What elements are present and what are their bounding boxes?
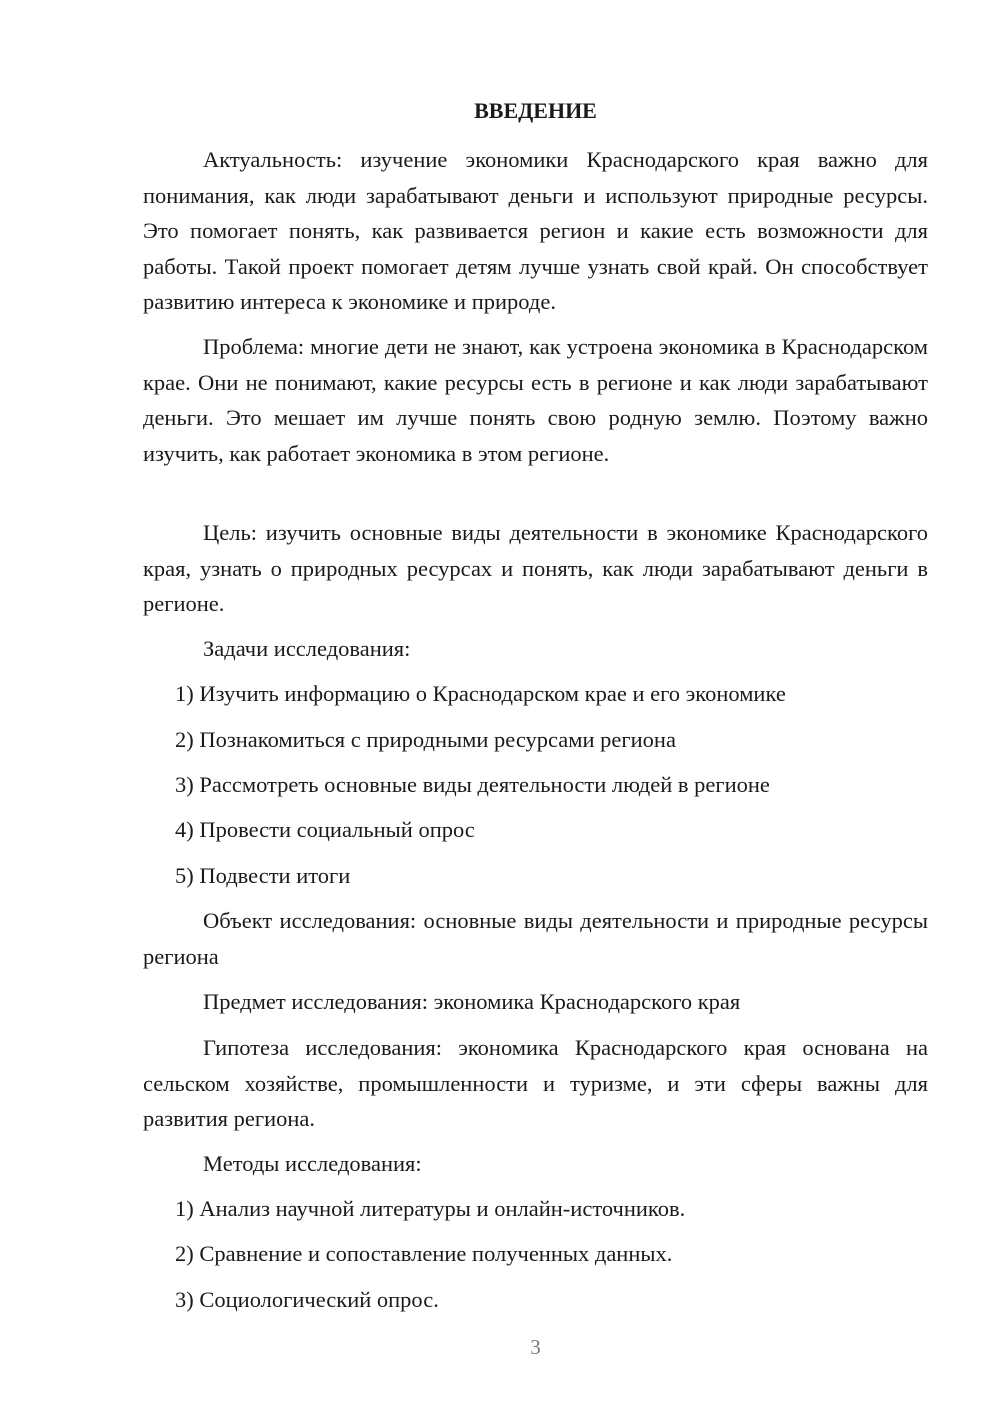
method-item: 3) Социологический опрос. (175, 1287, 439, 1312)
page-number: 3 (530, 1335, 541, 1359)
task-item: 1) Изучить информацию о Краснодарском крае и его экономике (175, 681, 786, 706)
task-item: 5) Подвести итоги (175, 863, 351, 888)
methods-heading: Методы исследования: (203, 1151, 422, 1176)
object-paragraph: Объект исследования: основные виды деятельности и природные ресурсы региона (143, 908, 928, 969)
subject-paragraph: Предмет исследования: экономика Краснодарского края (203, 989, 741, 1014)
tasks-heading: Задачи исследования: (203, 636, 411, 661)
method-item: 1) Анализ научной литературы и онлайн-источников. (175, 1196, 686, 1221)
hypothesis-paragraph: Гипотеза исследования: экономика Краснодарского края основана на сельском хозяйстве, промышленности и туризме, и эти сферы важны для развития региона. (143, 1035, 928, 1131)
section-title: ВВЕДЕНИЕ (474, 98, 597, 123)
goal-paragraph: Цель: изучить основные виды деятельности в экономике Краснодарского края, узнать о природных ресурсах и понять, как люди зарабатывают деньги в регионе. (143, 520, 928, 616)
problem-paragraph: Проблема: многие дети не знают, как устроена экономика в Краснодарском крае. Они не понимают, какие ресурсы есть в регионе и как люди зарабатывают деньги. Это мешает им лучше понять свою родную землю. Поэтому важно изучить, как работает экономика в этом регионе. (143, 334, 928, 466)
task-item: 4) Провести социальный опрос (175, 817, 475, 842)
document-page (143, 0, 928, 1414)
relevance-paragraph: Актуальность: изучение экономики Краснодарского края важно для понимания, как люди зарабатывают деньги и используют природные ресурсы. Это помогает понять, как развивается регион и какие есть возможности для работы. Такой проект помогает детям лучше узнать свой край. Он способствует развитию интереса к экономике и природе. (143, 147, 928, 314)
task-item: 3) Рассмотреть основные виды деятельности людей в регионе (175, 772, 770, 797)
task-item: 2) Познакомиться с природными ресурсами региона (175, 727, 676, 752)
method-item: 2) Сравнение и сопоставление полученных данных. (175, 1241, 673, 1266)
